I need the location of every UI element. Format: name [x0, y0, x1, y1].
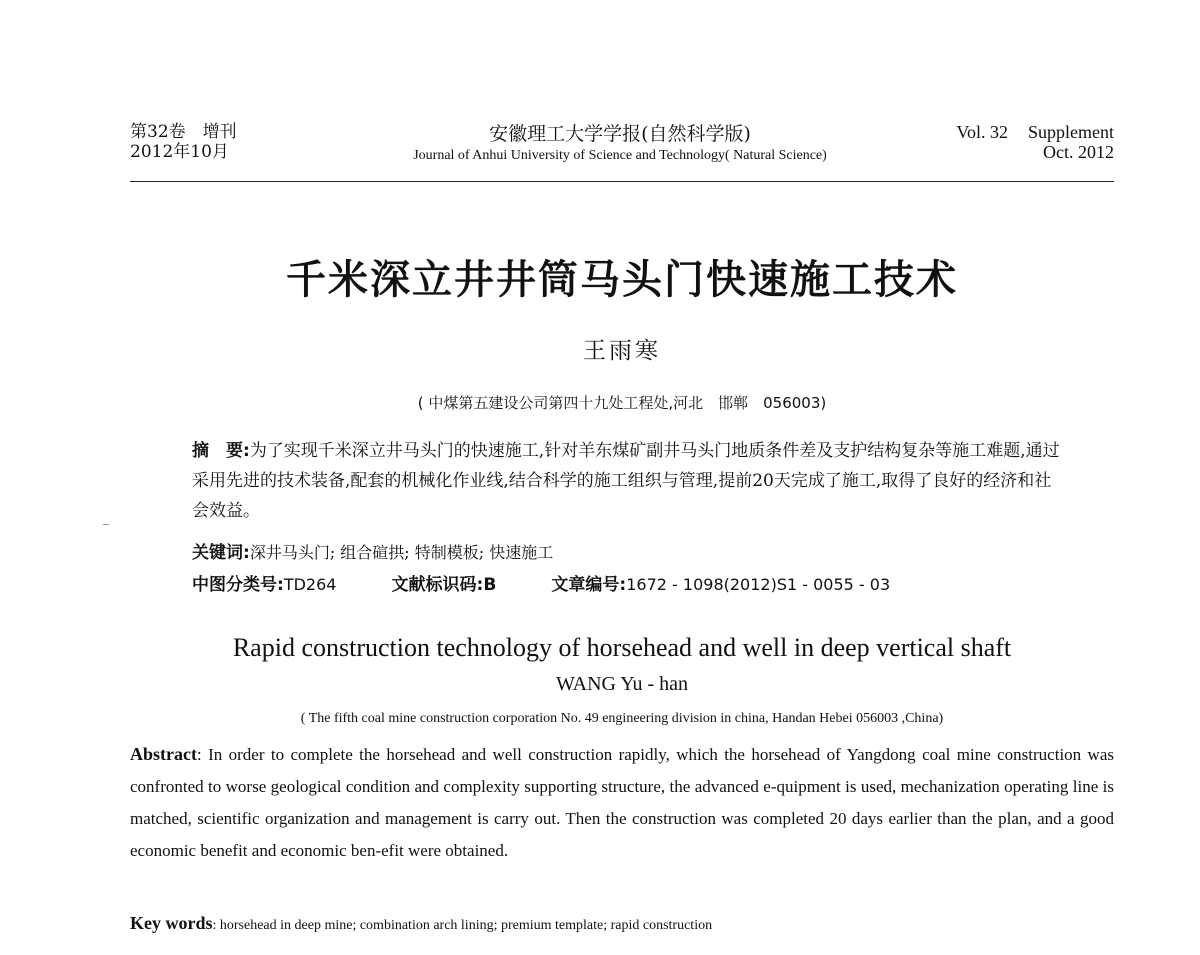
abstract-en-text: : In order to complete the horsehead and well construction rapidly, which the horsehead of Yangdong coal mine construction was confronted to worse geological condition and complexity supporting structure, the advanced e-quipment is used, mechanization operating line is matched, scientific organization and management is carry out. Then the construction was completed 20 days earlier than the plan, and a good economic benefit and economic ben-efit were obtained. — [130, 745, 1114, 860]
keywords-en-text: : horsehead in deep mine; combination arch lining; premium template; rapid construction — [212, 918, 713, 933]
abstract-cn-text: 为了实现千米深立井马头门的快速施工,针对羊东煤矿副井马头门地质条件差及支护结构复杂等施工难题,通过采用先进的技术装备,配套的机械化作业线,结合科学的施工组织与管理,提前20天完成了施工,取得了良好的经济和社会效益。 — [192, 441, 1060, 521]
header-journal — [340, 122, 900, 182]
header-date-cn: 2012年10月 — [130, 142, 229, 162]
abstract-en-label: Abstract — [130, 744, 197, 764]
article-number-label: 文章编号: — [551, 575, 627, 595]
keywords-en-label: Key words — [130, 913, 213, 933]
affiliation-en: ( The fifth coal mine construction corporation No. 49 engineering division in china, Handan Hebei 056003 ,China) — [300, 711, 944, 726]
header-rule — [130, 181, 1114, 182]
header-volume-en — [880, 122, 1114, 182]
header-supplement: Supplement — [1028, 122, 1114, 142]
scan-mark — [103, 524, 109, 525]
keywords-cn-label: 关键词: — [192, 543, 250, 563]
header-date-en: Oct. 2012 — [1043, 142, 1114, 162]
keywords-cn-text: 深井马头门; 组合碹拱; 特制模板; 快速施工 — [249, 543, 554, 562]
doc-code-label: 文献标识码: — [391, 575, 484, 595]
header-volume-number: Vol. 32 — [956, 122, 1008, 142]
clc-label: 中图分类号: — [192, 575, 284, 595]
header-volume-info — [130, 122, 350, 182]
document-code — [392, 572, 497, 598]
keywords-cn — [192, 540, 1072, 566]
abstract-cn-label: 摘 要: — [192, 441, 250, 461]
doc-code-value: B — [483, 575, 497, 595]
author-cn: 王雨寒 — [583, 338, 661, 364]
affiliation-cn: ( 中煤第五建设公司第四十九处工程处,河北 邯郸 056003) — [417, 394, 827, 412]
classification-line — [192, 572, 1072, 598]
abstract-cn — [192, 436, 1062, 526]
clc-value: TD264 — [283, 575, 337, 594]
article-number-value: 1672 - 1098(2012)S1 - 0055 - 03 — [626, 575, 891, 594]
keywords-en — [130, 910, 1114, 939]
paper-title-cn: 千米深立井井筒马头门快速施工技术 — [286, 256, 958, 303]
header-volume-cn: 第32卷 增刊 — [130, 122, 237, 142]
paper-title-en: Rapid construction technology of horsehead and well in deep vertical shaft — [232, 633, 1012, 662]
abstract-en — [130, 738, 1114, 867]
journal-name-cn: 安徽理工大学学报(自然科学版) — [489, 123, 751, 145]
clc-number — [192, 572, 336, 598]
article-number — [551, 572, 890, 598]
journal-name-en: Journal of Anhui University of Science and Technology( Natural Science) — [413, 148, 827, 163]
author-en: WANG Yu - han — [555, 673, 688, 695]
